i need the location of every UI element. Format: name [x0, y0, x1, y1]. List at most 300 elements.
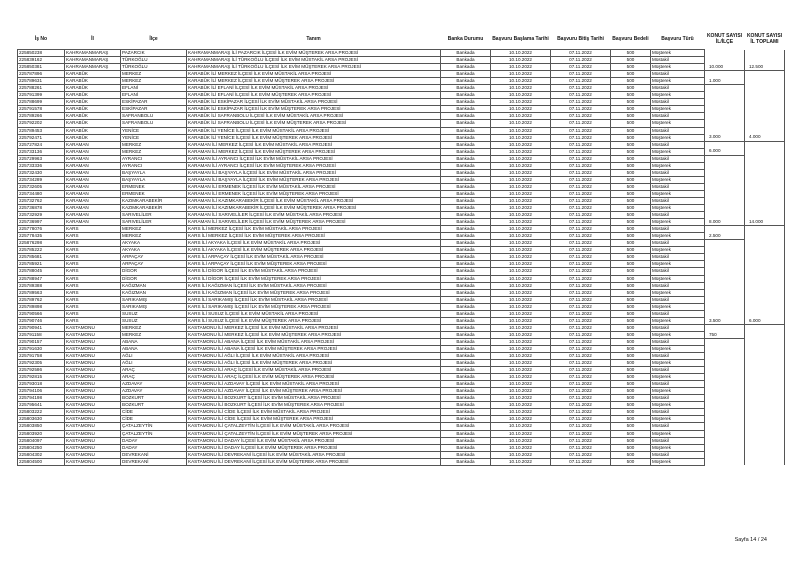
cell-konut-il-ilce — [705, 226, 745, 233]
table-row — [18, 148, 785, 155]
cell-basvuru-bedeli: 500 — [611, 162, 651, 169]
cell-il: KASTAMONU — [65, 367, 121, 374]
cell-basvuru-turu: Müşterek — [651, 78, 705, 85]
cell-il: KARABÜK — [65, 134, 121, 141]
cell-konut-il-toplami — [745, 409, 785, 416]
cell-banka-durumu: Bankada — [441, 78, 491, 85]
cell-konut-il-ilce — [705, 190, 745, 197]
cell-basvuru-bedeli: 500 — [611, 99, 651, 106]
cell-tanim: KASTAMONU İLİ ARAÇ İLÇESİ İLK EVİM MÜSTAKİL ARSA PROJESİ — [187, 367, 441, 374]
cell-is-no: 225785222 — [18, 247, 65, 254]
cell-basvuru-turu: Müstakil — [651, 268, 705, 275]
cell-is-no: 225791399 — [18, 92, 65, 99]
cell-basvuru-turu: Müstakil — [651, 141, 705, 148]
cell-banka-durumu: Bankada — [441, 353, 491, 360]
cell-ilce: AKYAKA — [121, 240, 187, 247]
cell-tanim: KASTAMONU İLİ DEVREKANİ İLÇESİ İLK EVİM MÜŞTEREK ARSA PROJESİ — [187, 458, 441, 465]
cell-ilce: EFLANİ — [121, 85, 187, 92]
cell-il: KASTAMONU — [65, 437, 121, 444]
cell-basvuru-turu: Müşterek — [651, 430, 705, 437]
cell-basvuru-turu: Müstakil — [651, 338, 705, 345]
cell-konut-il-toplami — [745, 183, 785, 190]
cell-baslama-tarihi: 10.10.2022 — [491, 353, 551, 360]
cell-konut-il-toplami — [745, 402, 785, 409]
cell-is-no: 225792471 — [18, 134, 65, 141]
cell-tanim: KARABÜK İLİ ESKİPAZAR İLÇESİ İLK EVİM MÜSTAKİL ARSA PROJESİ — [187, 99, 441, 106]
cell-basvuru-turu: Müşterek — [651, 261, 705, 268]
cell-ilce: AĞLI — [121, 353, 187, 360]
cell-banka-durumu: Bankada — [441, 416, 491, 423]
cell-tanim: KARABÜK İLİ YENİCE İLÇESİ İLK EVİM MÜSTAKİL ARSA PROJESİ — [187, 127, 441, 134]
cell-baslama-tarihi: 10.10.2022 — [491, 247, 551, 254]
cell-il: KASTAMONU — [65, 402, 121, 409]
cell-il: KARS — [65, 247, 121, 254]
cell-il: KARAMAN — [65, 141, 121, 148]
cell-bitis-tarihi: 07.11.2022 — [551, 113, 611, 120]
cell-tanim: KASTAMONU İLİ ÇATALZEYTİN İLÇESİ İLK EVİM MÜSTAKİL ARSA PROJESİ — [187, 423, 441, 430]
header-row — [18, 29, 785, 50]
cell-il: KASTAMONU — [65, 395, 121, 402]
cell-konut-il-ilce — [705, 409, 745, 416]
cell-bitis-tarihi: 07.11.2022 — [551, 395, 611, 402]
cell-baslama-tarihi: 10.10.2022 — [491, 317, 551, 324]
cell-ilce: ERMENEK — [121, 190, 187, 197]
cell-basvuru-turu: Müşterek — [651, 458, 705, 465]
cell-konut-il-ilce — [705, 155, 745, 162]
cell-basvuru-turu: Müşterek — [651, 176, 705, 183]
cell-basvuru-bedeli: 500 — [611, 360, 651, 367]
cell-banka-durumu: Bankada — [441, 92, 491, 99]
cell-banka-durumu: Bankada — [441, 437, 491, 444]
cell-konut-il-toplami — [745, 310, 785, 317]
table-row — [18, 64, 785, 71]
cell-konut-il-toplami — [745, 423, 785, 430]
cell-konut-il-toplami — [745, 162, 785, 169]
cell-bitis-tarihi: 07.11.2022 — [551, 219, 611, 226]
cell-basvuru-bedeli: 500 — [611, 141, 651, 148]
cell-konut-il-toplami — [745, 381, 785, 388]
cell-banka-durumu: Bankada — [441, 296, 491, 303]
cell-bitis-tarihi: 07.11.2022 — [551, 451, 611, 458]
cell-is-no: 225736997 — [18, 219, 65, 226]
cell-is-no: 225734480 — [18, 190, 65, 197]
cell-baslama-tarihi: 10.10.2022 — [491, 233, 551, 240]
cell-basvuru-bedeli: 500 — [611, 92, 651, 99]
cell-bitis-tarihi: 07.11.2022 — [551, 240, 611, 247]
cell-konut-il-ilce — [705, 303, 745, 310]
cell-banka-durumu: Bankada — [441, 176, 491, 183]
cell-basvuru-bedeli: 500 — [611, 275, 651, 282]
cell-basvuru-turu: Müşterek — [651, 148, 705, 155]
cell-konut-il-toplami: 14.000 — [745, 219, 785, 226]
cell-konut-il-toplami — [745, 268, 785, 275]
cell-basvuru-turu: Müstakil — [651, 113, 705, 120]
cell-ilce: MERKEZ — [121, 71, 187, 78]
cell-basvuru-bedeli: 500 — [611, 451, 651, 458]
cell-konut-il-toplami: 12.500 — [745, 64, 785, 71]
cell-is-no: 225778076 — [18, 226, 65, 233]
cell-il: KAHRAMANMARAŞ — [65, 64, 121, 71]
cell-tanim: KARABÜK İLİ SAFRANBOLU İLÇESİ İLK EVİM MÜSTAKİL ARSA PROJESİ — [187, 113, 441, 120]
cell-konut-il-ilce — [705, 57, 745, 64]
cell-baslama-tarihi: 10.10.2022 — [491, 338, 551, 345]
table-row — [18, 134, 785, 141]
cell-banka-durumu: Bankada — [441, 268, 491, 275]
cell-baslama-tarihi: 10.10.2022 — [491, 430, 551, 437]
cell-il: KASTAMONU — [65, 423, 121, 430]
cell-bitis-tarihi: 07.11.2022 — [551, 162, 611, 169]
cell-baslama-tarihi: 10.10.2022 — [491, 190, 551, 197]
cell-bitis-tarihi: 07.11.2022 — [551, 345, 611, 352]
cell-baslama-tarihi: 10.10.2022 — [491, 99, 551, 106]
cell-konut-il-ilce — [705, 430, 745, 437]
cell-il: KARS — [65, 296, 121, 303]
cell-tanim: KASTAMONU İLİ AZDAVAY İLÇESİ İLK EVİM MÜŞTEREK ARSA PROJESİ — [187, 388, 441, 395]
header-basvuru-turu: Başvuru Türü — [661, 36, 694, 42]
cell-tanim: KARS İLİ MERKEZ İLÇESİ İLK EVİM MÜŞTEREK ARSA PROJESİ — [187, 233, 441, 240]
cell-konut-il-ilce — [705, 388, 745, 395]
cell-baslama-tarihi: 10.10.2022 — [491, 120, 551, 127]
cell-basvuru-bedeli: 500 — [611, 169, 651, 176]
cell-tanim: KARAMAN İLİ BAŞYAYLA İLÇESİ İLK EVİM MÜSTAKİL ARSA PROJESİ — [187, 169, 441, 176]
cell-konut-il-ilce: 3.000 — [705, 134, 745, 141]
cell-ilce: YENİCE — [121, 127, 187, 134]
cell-konut-il-ilce — [705, 85, 745, 92]
cell-basvuru-bedeli: 500 — [611, 127, 651, 134]
cell-il: KASTAMONU — [65, 430, 121, 437]
cell-basvuru-turu: Müşterek — [651, 162, 705, 169]
cell-konut-il-toplami — [745, 430, 785, 437]
cell-konut-il-ilce — [705, 345, 745, 352]
cell-ilce: MERKEZ — [121, 233, 187, 240]
cell-basvuru-turu: Müşterek — [651, 205, 705, 212]
cell-basvuru-bedeli: 500 — [611, 458, 651, 465]
cell-konut-il-toplami — [745, 141, 785, 148]
cell-ilce: SUSUZ — [121, 317, 187, 324]
table-row — [18, 169, 785, 176]
table-row — [18, 190, 785, 197]
cell-ilce: DADAY — [121, 444, 187, 451]
cell-basvuru-turu: Müstakil — [651, 254, 705, 261]
table-row — [18, 444, 785, 451]
cell-banka-durumu: Bankada — [441, 360, 491, 367]
cell-konut-il-toplami — [745, 226, 785, 233]
cell-il: KARAMAN — [65, 219, 121, 226]
cell-konut-il-toplami — [745, 176, 785, 183]
table-row — [18, 451, 785, 458]
cell-konut-il-ilce — [705, 247, 745, 254]
cell-is-no: 225792305 — [18, 360, 65, 367]
cell-ilce: SAFRANBOLU — [121, 120, 187, 127]
cell-is-no: 225804500 — [18, 458, 65, 465]
cell-is-no: 225791758 — [18, 353, 65, 360]
table-row — [18, 71, 785, 78]
cell-is-no: 225791158 — [18, 331, 65, 338]
cell-bitis-tarihi: 07.11.2022 — [551, 169, 611, 176]
cell-konut-il-toplami — [745, 233, 785, 240]
table-row — [18, 155, 785, 162]
header-tanim: Tanım — [306, 36, 321, 42]
cell-ilce: SAFRANBOLU — [121, 113, 187, 120]
cell-konut-il-toplami — [745, 360, 785, 367]
cell-il: KARS — [65, 317, 121, 324]
cell-basvuru-bedeli: 500 — [611, 240, 651, 247]
cell-ilce: ARAÇ — [121, 367, 187, 374]
cell-basvuru-bedeli: 500 — [611, 289, 651, 296]
cell-il: KARABÜK — [65, 78, 121, 85]
cell-konut-il-toplami — [745, 395, 785, 402]
cell-basvuru-bedeli: 500 — [611, 254, 651, 261]
cell-is-no: 225790941 — [18, 324, 65, 331]
cell-basvuru-bedeli: 500 — [611, 148, 651, 155]
cell-is-no: 225788699 — [18, 99, 65, 106]
cell-ilce: CİDE — [121, 409, 187, 416]
cell-ilce: ERMENEK — [121, 183, 187, 190]
header-ilce: İlçe — [149, 36, 158, 42]
cell-ilce: KAĞIZMAN — [121, 282, 187, 289]
cell-basvuru-bedeli: 500 — [611, 57, 651, 64]
cell-basvuru-turu: Müstakil — [651, 423, 705, 430]
cell-tanim: KARS İLİ DİGOR İLÇESİ İLK EVİM MÜŞTEREK ARSA PROJESİ — [187, 275, 441, 282]
cell-ilce: AYRANCI — [121, 155, 187, 162]
cell-konut-il-toplami — [745, 367, 785, 374]
cell-il: KASTAMONU — [65, 416, 121, 423]
cell-is-no: 225734289 — [18, 176, 65, 183]
cell-basvuru-bedeli: 500 — [611, 381, 651, 388]
cell-is-no: 225787896 — [18, 71, 65, 78]
cell-konut-il-toplami — [745, 240, 785, 247]
cell-is-no: 225789388 — [18, 282, 65, 289]
cell-bitis-tarihi: 07.11.2022 — [551, 155, 611, 162]
cell-tanim: KARS İLİ ARPAÇAY İLÇESİ İLK EVİM MÜŞTEREK ARSA PROJESİ — [187, 261, 441, 268]
cell-banka-durumu: Bankada — [441, 317, 491, 324]
cell-banka-durumu: Bankada — [441, 148, 491, 155]
cell-konut-il-toplami — [745, 78, 785, 85]
cell-il: KASTAMONU — [65, 381, 121, 388]
cell-baslama-tarihi: 10.10.2022 — [491, 113, 551, 120]
table-body — [18, 50, 785, 466]
cell-is-no: 225788045 — [18, 268, 65, 275]
cell-ilce: SARIKAMIŞ — [121, 303, 187, 310]
header-baslama-tarihi: Başvuru Başlama Tarihi — [492, 36, 549, 42]
cell-is-no: 225876298 — [18, 240, 65, 247]
table-row — [18, 183, 785, 190]
cell-tanim: KARS İLİ SARIKAMIŞ İLÇESİ İLK EVİM MÜSTAKİL ARSA PROJESİ — [187, 296, 441, 303]
cell-konut-il-ilce — [705, 106, 745, 113]
cell-banka-durumu: Bankada — [441, 374, 491, 381]
cell-is-no: 225789563 — [18, 289, 65, 296]
cell-ilce: ÇATALZEYTİN — [121, 423, 187, 430]
project-table — [17, 29, 785, 466]
cell-basvuru-bedeli: 500 — [611, 324, 651, 331]
cell-tanim: KARS İLİ SUSUZ İLÇESİ İLK EVİM MÜSTAKİL ARSA PROJESİ — [187, 310, 441, 317]
cell-tanim: KARS İLİ SUSUZ İLÇESİ İLK EVİM MÜŞTEREK ARSA PROJESİ — [187, 317, 441, 324]
cell-bitis-tarihi: 07.11.2022 — [551, 310, 611, 317]
cell-ilce: DEVREKANİ — [121, 451, 187, 458]
table-row — [18, 303, 785, 310]
cell-banka-durumu: Bankada — [441, 402, 491, 409]
cell-baslama-tarihi: 10.10.2022 — [491, 402, 551, 409]
cell-is-no: 225790566 — [18, 310, 65, 317]
cell-baslama-tarihi: 10.10.2022 — [491, 331, 551, 338]
cell-tanim: KASTAMONU İLİ MERKEZ İLÇESİ İLK EVİM MÜSTAKİL ARSA PROJESİ — [187, 324, 441, 331]
cell-ilce: ABANA — [121, 345, 187, 352]
cell-is-no: 225792586 — [18, 367, 65, 374]
cell-bitis-tarihi: 07.11.2022 — [551, 402, 611, 409]
cell-basvuru-bedeli: 500 — [611, 402, 651, 409]
header-konut-il-ilce: KONUT SAYISI İL/İLÇE — [706, 33, 743, 46]
cell-basvuru-turu: Müstakil — [651, 226, 705, 233]
table-row — [18, 268, 785, 275]
cell-is-no: 225790746 — [18, 317, 65, 324]
cell-banka-durumu: Bankada — [441, 127, 491, 134]
cell-basvuru-turu: Müstakil — [651, 183, 705, 190]
cell-il: KAHRAMANMARAŞ — [65, 57, 121, 64]
cell-baslama-tarihi: 10.10.2022 — [491, 212, 551, 219]
cell-konut-il-ilce — [705, 113, 745, 120]
cell-konut-il-ilce — [705, 458, 745, 465]
cell-bitis-tarihi: 07.11.2022 — [551, 437, 611, 444]
cell-is-no: 225788947 — [18, 275, 65, 282]
cell-il: KARABÜK — [65, 99, 121, 106]
cell-baslama-tarihi: 10.10.2022 — [491, 205, 551, 212]
table-row — [18, 345, 785, 352]
cell-basvuru-turu: Müşterek — [651, 388, 705, 395]
cell-basvuru-bedeli: 500 — [611, 261, 651, 268]
cell-tanim: KASTAMONU İLİ MERKEZ İLÇESİ İLK EVİM MÜŞTEREK ARSA PROJESİ — [187, 331, 441, 338]
cell-baslama-tarihi: 10.10.2022 — [491, 92, 551, 99]
cell-konut-il-toplami — [745, 113, 785, 120]
table-row — [18, 141, 785, 148]
cell-konut-il-toplami — [745, 353, 785, 360]
cell-il: KARAMAN — [65, 183, 121, 190]
cell-basvuru-bedeli: 500 — [611, 345, 651, 352]
cell-is-no: 225792815 — [18, 374, 65, 381]
cell-baslama-tarihi: 10.10.2022 — [491, 162, 551, 169]
cell-is-no: 225732605 — [18, 183, 65, 190]
cell-bitis-tarihi: 07.11.2022 — [551, 134, 611, 141]
page-number: Sayfa 14 / 24 — [734, 537, 767, 543]
table-row — [18, 374, 785, 381]
cell-il: KARABÜK — [65, 113, 121, 120]
cell-basvuru-bedeli: 500 — [611, 310, 651, 317]
table-row — [18, 388, 785, 395]
cell-baslama-tarihi: 10.10.2022 — [491, 374, 551, 381]
cell-konut-il-ilce — [705, 50, 745, 57]
cell-basvuru-turu: Müstakil — [651, 71, 705, 78]
cell-baslama-tarihi: 10.10.2022 — [491, 388, 551, 395]
table-row — [18, 254, 785, 261]
cell-basvuru-bedeli: 500 — [611, 78, 651, 85]
cell-basvuru-turu: Müstakil — [651, 85, 705, 92]
cell-tanim: KARABÜK İLİ MERKEZ İLÇESİ İLK EVİM MÜSTAKİL ARSA PROJESİ — [187, 71, 441, 78]
cell-basvuru-bedeli: 500 — [611, 247, 651, 254]
cell-basvuru-turu: Müstakil — [651, 395, 705, 402]
cell-konut-il-toplami — [745, 99, 785, 106]
cell-bitis-tarihi: 07.11.2022 — [551, 430, 611, 437]
cell-is-no: 225788261 — [18, 85, 65, 92]
table-row — [18, 437, 785, 444]
cell-basvuru-bedeli: 500 — [611, 282, 651, 289]
cell-banka-durumu: Bankada — [441, 64, 491, 71]
cell-bitis-tarihi: 07.11.2022 — [551, 458, 611, 465]
cell-il: KARABÜK — [65, 71, 121, 78]
cell-basvuru-turu: Müstakil — [651, 310, 705, 317]
cell-konut-il-ilce: 8.000 — [705, 219, 745, 226]
cell-baslama-tarihi: 10.10.2022 — [491, 197, 551, 204]
cell-basvuru-bedeli: 500 — [611, 430, 651, 437]
cell-is-no: 225729963 — [18, 155, 65, 162]
cell-bitis-tarihi: 07.11.2022 — [551, 353, 611, 360]
cell-banka-durumu: Bankada — [441, 155, 491, 162]
table-row — [18, 120, 785, 127]
cell-basvuru-bedeli: 500 — [611, 437, 651, 444]
cell-ilce: MERKEZ — [121, 148, 187, 155]
cell-konut-il-ilce — [705, 141, 745, 148]
cell-basvuru-bedeli: 500 — [611, 205, 651, 212]
table-row — [18, 247, 785, 254]
cell-basvuru-turu: Müşterek — [651, 360, 705, 367]
cell-bitis-tarihi: 07.11.2022 — [551, 197, 611, 204]
cell-basvuru-turu: Müşterek — [651, 120, 705, 127]
table-row — [18, 395, 785, 402]
cell-banka-durumu: Bankada — [441, 395, 491, 402]
cell-il: KARAMAN — [65, 197, 121, 204]
cell-basvuru-bedeli: 500 — [611, 155, 651, 162]
cell-ilce: KAZIMKARABEKİR — [121, 197, 187, 204]
cell-tanim: KASTAMONU İLİ CİDE İLÇESİ İLK EVİM MÜŞTEREK ARSA PROJESİ — [187, 416, 441, 423]
cell-basvuru-turu: Müşterek — [651, 247, 705, 254]
cell-ilce: DADAY — [121, 437, 187, 444]
cell-basvuru-turu: Müstakil — [651, 451, 705, 458]
cell-konut-il-ilce: 10.000 — [705, 64, 745, 71]
cell-baslama-tarihi: 10.10.2022 — [491, 268, 551, 275]
cell-konut-il-ilce — [705, 120, 745, 127]
cell-baslama-tarihi: 10.10.2022 — [491, 310, 551, 317]
cell-konut-il-toplami — [745, 388, 785, 395]
cell-basvuru-bedeli: 500 — [611, 113, 651, 120]
cell-konut-il-ilce — [705, 310, 745, 317]
cell-bitis-tarihi: 07.11.2022 — [551, 183, 611, 190]
cell-baslama-tarihi: 10.10.2022 — [491, 303, 551, 310]
cell-konut-il-ilce: 6.000 — [705, 148, 745, 155]
cell-konut-il-toplami — [745, 261, 785, 268]
cell-il: KARABÜK — [65, 92, 121, 99]
cell-tanim: KARAMAN İLİ AYRANCI İLÇESİ İLK EVİM MÜSTAKİL ARSA PROJESİ — [187, 155, 441, 162]
cell-bitis-tarihi: 07.11.2022 — [551, 85, 611, 92]
cell-bitis-tarihi: 07.11.2022 — [551, 141, 611, 148]
cell-bitis-tarihi: 07.11.2022 — [551, 99, 611, 106]
cell-konut-il-ilce — [705, 360, 745, 367]
cell-tanim: KASTAMONU İLİ ÇATALZEYTİN İLÇESİ İLK EVİM MÜŞTEREK ARSA PROJESİ — [187, 430, 441, 437]
cell-il: KARAMAN — [65, 155, 121, 162]
cell-il: KASTAMONU — [65, 331, 121, 338]
cell-ilce: AZDAVAY — [121, 388, 187, 395]
table-row — [18, 367, 785, 374]
cell-konut-il-toplami — [745, 92, 785, 99]
cell-il: KARS — [65, 261, 121, 268]
cell-basvuru-bedeli: 500 — [611, 219, 651, 226]
cell-is-no: 225850381 — [18, 64, 65, 71]
cell-banka-durumu: Bankada — [441, 120, 491, 127]
cell-basvuru-turu: Müstakil — [651, 99, 705, 106]
cell-il: KASTAMONU — [65, 374, 121, 381]
cell-is-no: 225794106 — [18, 388, 65, 395]
cell-basvuru-bedeli: 500 — [611, 268, 651, 275]
cell-konut-il-toplami — [745, 345, 785, 352]
cell-konut-il-ilce — [705, 127, 745, 134]
cell-baslama-tarihi: 10.10.2022 — [491, 451, 551, 458]
